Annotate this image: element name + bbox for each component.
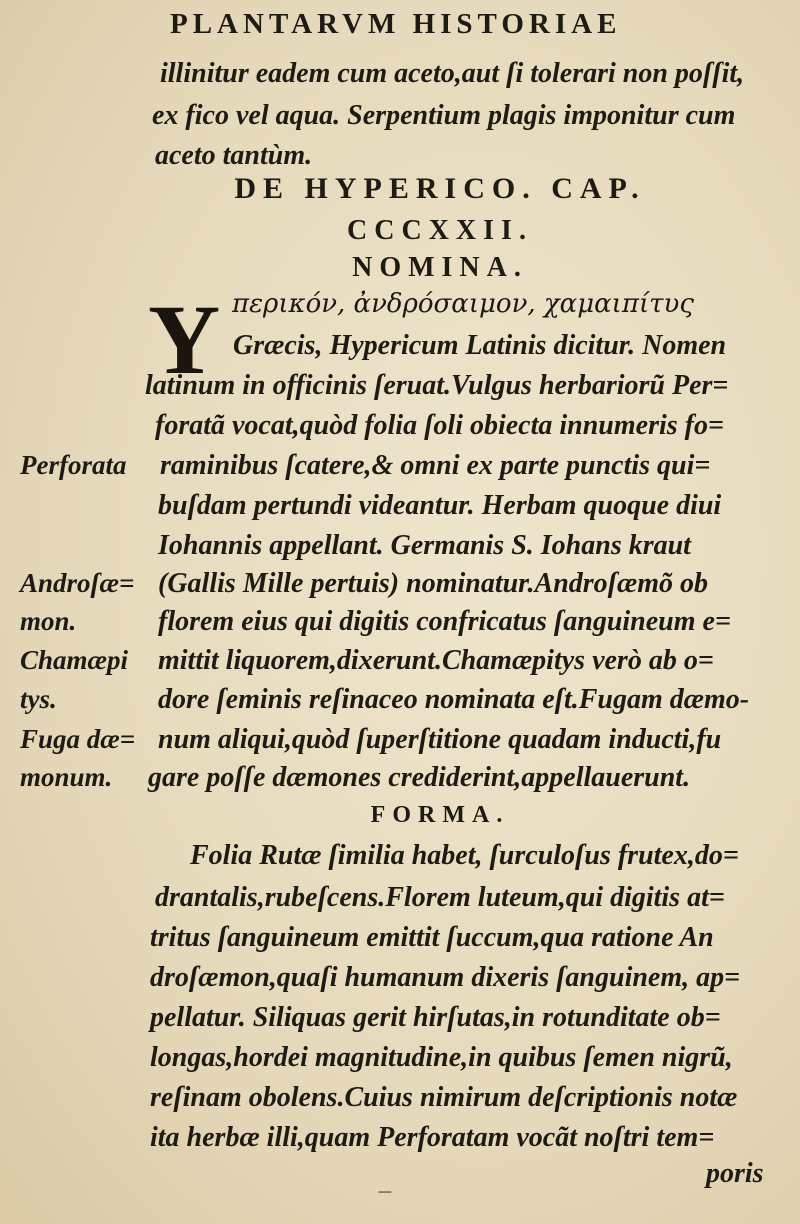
text-line: longas,hordei magnitudine,in quibus ſemen nigrũ,: [150, 1042, 733, 1073]
text-line: drantalis,rubeſcens.Florem luteum,qui digitis at=: [155, 882, 725, 913]
text-line: Folia Rutæ ſimilia habet, ſurculoſus frutex,do=: [190, 840, 739, 871]
ornament-mark: —: [378, 1184, 392, 1200]
margin-note: monum.: [20, 762, 113, 792]
text-line: num aliqui,quòd ſuperſtitione quadam inducti,fu: [158, 724, 722, 755]
margin-note: tys.: [20, 684, 57, 714]
text-line: foratã vocat,quòd folia ſoli obiecta innumeris fo=: [155, 410, 724, 441]
margin-note: Perforata: [20, 450, 127, 480]
text-line: Græcis, Hypericum Latinis dicitur. Nomen: [233, 330, 727, 361]
margin-note: mon.: [20, 606, 77, 636]
text-line: pellatur. Siliquas gerit hirſutas,in rotunditate ob=: [150, 1002, 721, 1033]
intro-line: aceto tantùm.: [155, 140, 313, 171]
text-line: latinum in officinis ſeruat.Vulgus herbariorũ Per=: [145, 370, 729, 401]
text-line: tritus ſanguineum emittit ſuccum,qua ratione An: [150, 922, 714, 953]
margin-note: Androſæ=: [20, 568, 135, 598]
text-line: buſdam pertundi videantur. Herbam quoque diui: [158, 490, 722, 521]
section-heading-nomina: NOMINA.: [352, 252, 528, 283]
greek-names-line: περικόν, ἀνδρόσαιμον, χαμαιπίτυς: [232, 289, 694, 319]
text-line: gare poſſe dæmones crediderint,appellauerunt.: [148, 762, 691, 793]
intro-line: illinitur eadem cum aceto,aut ſi tolerari non poſſit,: [160, 58, 745, 89]
running-head: PLANTARVM HISTORIAE: [170, 8, 622, 40]
text-line: ita herbæ illi,quam Perforatam vocãt noſtri tem=: [150, 1122, 715, 1153]
chapter-heading: DE HYPERICO. CAP.: [234, 172, 646, 205]
margin-note: Fuga dæ=: [20, 724, 136, 754]
drop-cap: Y: [148, 284, 221, 395]
section-heading-forma: FORMA.: [370, 802, 510, 828]
text-line: raminibus ſcatere,& omni ex parte punctis qui=: [160, 450, 711, 481]
text-line: Iohannis appellant. Germanis S. Iohans kraut: [158, 530, 691, 561]
text-line: mittit liquorem,dixerunt.Chamæpitys verò ab o=: [158, 645, 714, 676]
text-line: florem eius qui digitis confricatus ſanguineum e=: [158, 606, 731, 637]
intro-line: ex fico vel aqua. Serpentium plagis imponitur cum: [152, 100, 736, 131]
text-line: droſæmon,quaſi humanum dixeris ſanguinem, ap=: [150, 962, 741, 993]
chapter-number: CCCXXII.: [347, 215, 533, 246]
text-line: (Gallis Mille pertuis) nominatur.Androſæmõ ob: [158, 568, 708, 599]
text-line: reſinam obolens.Cuius nimirum deſcriptionis notæ: [150, 1082, 738, 1113]
margin-note: Chamæpi: [20, 645, 129, 675]
catchword: poris: [706, 1158, 764, 1189]
text-line: dore ſeminis reſinaceo nominata eſt.Fugam dæmo-: [158, 684, 750, 715]
